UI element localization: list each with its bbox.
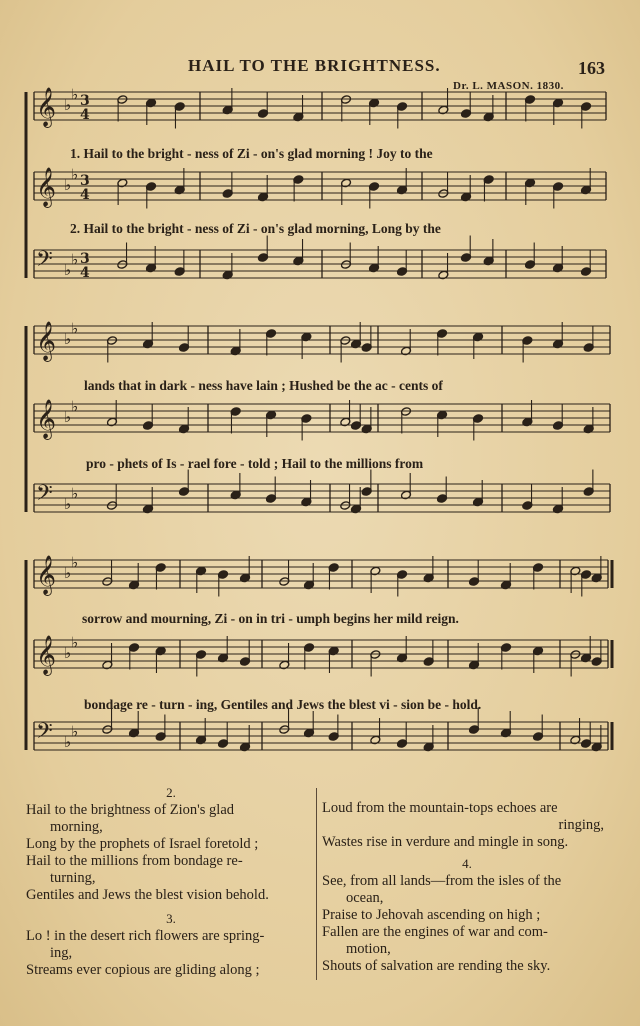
verse-line: Lo ! in the desert rich flowers are spring- — [26, 928, 265, 944]
bass-clef-icon: 𝄢 — [36, 719, 53, 749]
verse-line: Long by the prophets of Israel foretold ; — [26, 836, 259, 852]
bass-clef-icon: 𝄢 — [36, 481, 53, 511]
treble-clef-icon: 𝄞 — [36, 399, 57, 439]
verse-number: 3. — [166, 911, 176, 926]
flat-icon: ♭ — [64, 644, 72, 662]
time-signature-top: 3 — [80, 93, 90, 109]
time-signature-bottom: 4 — [80, 265, 90, 281]
verse-line: Shouts of salvation are rending the sky. — [322, 958, 551, 974]
flat-icon: ♭ — [71, 85, 79, 104]
flat-icon: ♭ — [64, 733, 72, 751]
flat-icon: ♭ — [71, 484, 79, 503]
verse-line: Hail to the brightness of Zion's glad — [26, 802, 234, 818]
flat-icon: ♭ — [71, 250, 79, 269]
verse-line: ocean, — [346, 890, 384, 906]
lyric-system2-verse2: pro - phets of Is - rael fore - told ; Hail to the millions from — [86, 456, 424, 471]
verse-line: turning, — [50, 870, 96, 886]
flat-icon: ♭ — [64, 330, 72, 348]
verse-line: morning, — [50, 819, 103, 835]
time-signature-bottom: 4 — [80, 107, 90, 123]
treble-clef-icon: 𝄞 — [36, 167, 57, 207]
flat-icon: ♭ — [71, 319, 79, 338]
verse-line: ringing, — [558, 817, 604, 833]
verse-line: Hail to the millions from bondage re- — [26, 853, 243, 869]
flat-icon: ♭ — [64, 261, 72, 279]
verse-line: Gentiles and Jews the blest vision behold. — [26, 887, 269, 903]
flat-icon: ♭ — [71, 722, 79, 741]
time-signature-top: 3 — [80, 173, 90, 189]
flat-icon: ♭ — [64, 96, 72, 114]
bass-clef-icon: 𝄢 — [36, 247, 53, 277]
treble-clef-icon: 𝄞 — [36, 635, 57, 675]
lyric-system2-verse1: lands that in dark - ness have lain ; Hushed be the ac - cents of — [84, 378, 443, 393]
flat-icon: ♭ — [71, 553, 79, 572]
treble-clef-icon: 𝄞 — [36, 321, 57, 361]
flat-icon: ♭ — [71, 633, 79, 652]
time-signature-bottom: 4 — [80, 187, 90, 203]
verse-line: Fallen are the engines of war and com- — [322, 924, 548, 940]
treble-clef-icon: 𝄞 — [36, 555, 57, 595]
flat-icon: ♭ — [71, 397, 79, 416]
lyric-system3-verse2: bondage re - turn - ing, Gentiles and Jews the blest vi - sion be - hold. — [84, 697, 482, 712]
flat-icon: ♭ — [64, 564, 72, 582]
flat-icon: ♭ — [64, 495, 72, 513]
verses-left-column — [26, 784, 316, 979]
verse-number: 4. — [462, 856, 472, 871]
verse-line: See, from all lands—from the isles of the — [322, 873, 562, 889]
page-number: 163 — [578, 58, 605, 78]
lyric-system1-verse1: 1. Hail to the bright - ness of Zi - on's glad morning ! Joy to the — [70, 146, 433, 161]
time-signature-top: 3 — [80, 251, 90, 267]
hymn-title: HAIL TO THE BRIGHTNESS. — [188, 56, 441, 75]
flat-icon: ♭ — [64, 408, 72, 426]
flat-icon: ♭ — [64, 176, 72, 194]
lyric-system1-verse2: 2. Hail to the bright - ness of Zi - on's glad morning, Long by the — [70, 221, 441, 236]
verse-line: motion, — [346, 941, 391, 957]
lyric-system3-verse1: sorrow and mourning, Zi - on in tri - umph begins her mild reign. — [82, 611, 459, 626]
composer-credit: Dr. L. MASON. 1830. — [453, 80, 564, 92]
verses-right-column — [322, 800, 612, 975]
flat-icon: ♭ — [71, 165, 79, 184]
verse-line: Wastes rise in verdure and mingle in song. — [322, 834, 569, 850]
treble-clef-icon: 𝄞 — [36, 87, 57, 127]
verse-column-divider — [316, 788, 317, 980]
verse-line: Streams ever copious are gliding along ; — [26, 962, 260, 978]
verse-line: Praise to Jehovah ascending on high ; — [322, 907, 541, 923]
verse-line: Loud from the mountain-tops echoes are — [322, 800, 558, 816]
verse-line: ing, — [50, 945, 73, 961]
verse-number: 2. — [166, 785, 176, 800]
